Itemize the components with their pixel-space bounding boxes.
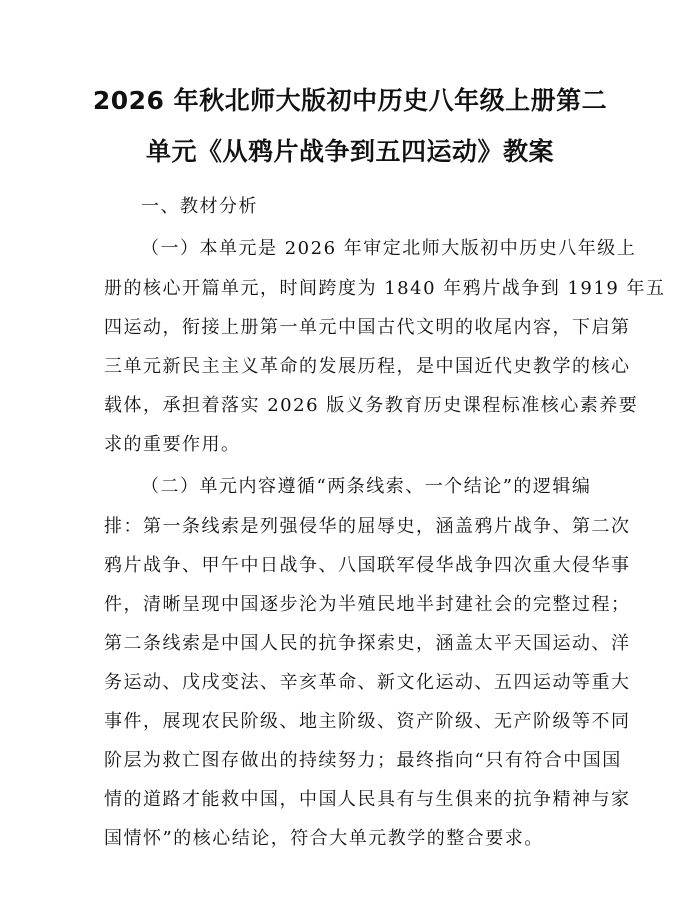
paragraph-1-line-5: 载体，承担着落实 2026 版义务教育历史课程标准核心素养要 (104, 395, 639, 416)
paragraph-2-line-2: 排：第一条线索是列强侵华的屈辱史，涵盖鸦片战争、第二次 (104, 516, 631, 537)
paragraph-2-line-10: 国情怀”的核心结论，符合大单元教学的整合要求。 (104, 828, 544, 849)
paragraph-1-line-6: 求的重要作用。 (104, 434, 241, 455)
paragraph-1-line-2: 册的核心开篇单元，时间跨度为 1840 年鸦片战争到 1919 年五 (104, 278, 666, 299)
paragraph-2-line-6: 务运动、戊戌变法、辛亥革命、新文化运动、五四运动等重大 (104, 672, 631, 693)
paragraph-2-line-1: （二）单元内容遵循“两条线索、一个结论”的逻辑编 (141, 476, 592, 497)
section-heading: 一、教材分析 (141, 196, 258, 217)
paragraph-2-line-5: 第二条线索是中国人民的抗争探索史，涵盖太平天国运动、洋 (104, 633, 631, 654)
paragraph-1-line-1: （一）本单元是 2026 年审定北师大版初中历史八年级上 (141, 238, 637, 259)
paragraph-2-line-7: 事件，展现农民阶级、地主阶级、资产阶级、无产阶级等不同 (104, 711, 631, 732)
paragraph-2-line-4: 件，清晰呈现中国逐步沦为半殖民地半封建社会的完整过程； (104, 594, 631, 615)
paragraph-1-line-4: 三单元新民主主义革命的发展历程，是中国近代史教学的核心 (104, 356, 631, 377)
document-title-line-2: 单元《从鸦片战争到五四运动》教案 (145, 137, 554, 166)
document-title-line-1: 2026 年秋北师大版初中历史八年级上册第二 (92, 86, 608, 115)
paragraph-2-line-8: 阶层为救亡图存做出的持续努力；最终指向“只有符合中国国 (104, 750, 622, 771)
paragraph-1-line-3: 四运动，衔接上册第一单元中国古代文明的收尾内容，下启第 (104, 317, 631, 338)
paragraph-2-line-3: 鸦片战争、甲午中日战争、八国联军侵华战争四次重大侵华事 (104, 555, 631, 576)
paragraph-2-line-9: 情的道路才能救中国，中国人民具有与生俱来的抗争精神与家 (104, 789, 631, 810)
